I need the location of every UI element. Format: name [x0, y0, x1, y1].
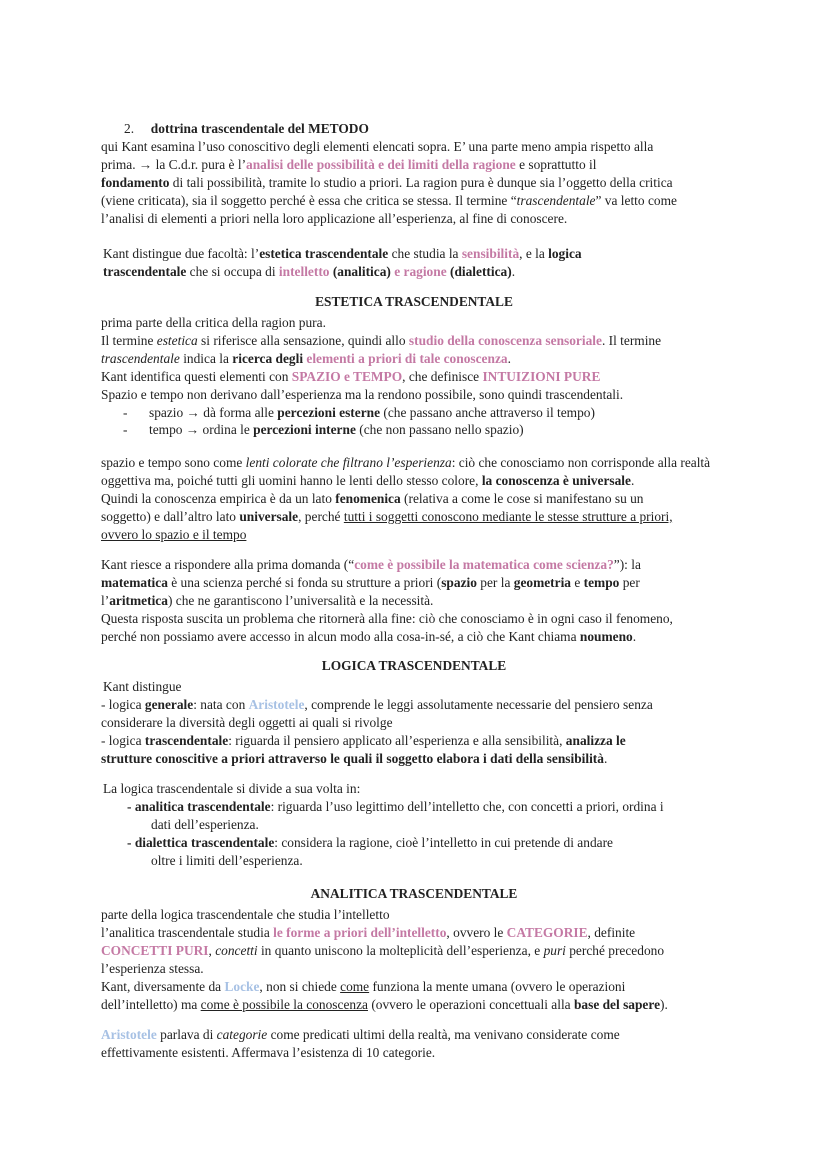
- heading-analitica: ANALITICA TRASCENDENTALE: [310, 886, 518, 901]
- paragraph-line: Aristotele parlava di categorie come predicati ultimi della realtà, ma venivano considerate come: [101, 1027, 620, 1042]
- paragraph-line: prima. → la C.d.r. pura è l’analisi delle possibilità e dei limiti della ragione e soprattutto il: [101, 156, 597, 172]
- paragraph-line: Il termine estetica si riferisce alla sensazione, quindi allo studio della conoscenza sensoriale. Il termine: [101, 332, 662, 348]
- paragraph-line: l’esperienza stessa.: [101, 960, 204, 976]
- list-item-continuation: oltre i limiti dell’esperienza.: [151, 852, 303, 868]
- paragraph-line: CONCETTI PURI, concetti in quanto uniscono la molteplicità dell’esperienza, e puri perché precedono: [101, 942, 665, 958]
- divide-section: [103, 780, 738, 870]
- paragraph-line: (viene criticata), sia il soggetto perché è essa che critica se stessa. Il termine “trascendentale” va letto come: [101, 192, 677, 208]
- metodo-section: [101, 120, 736, 227]
- highlight-text: come è possibile la matematica come scienza?: [354, 557, 614, 572]
- paragraph-line: effettivamente esistenti. Affermava l’esistenza di 10 categorie.: [101, 1044, 436, 1060]
- paragraph-line: strutture conoscitive a priori attraverso le quali il soggetto elabora i dati della sensibilità.: [101, 750, 608, 766]
- paragraph-line: trascendentale indica la ricerca degli elementi a priori di tale conoscenza.: [101, 350, 511, 366]
- estetica-section: [101, 314, 736, 439]
- paragraph-line: considerare la diversità degli oggetti ai quali si rivolge: [101, 714, 393, 730]
- highlight-text: CONCETTI PURI: [101, 942, 209, 958]
- paragraph-line: perché non possiamo avere accesso in alcun modo alla cosa-in-sé, a ciò che Kant chiama noumeno.: [101, 628, 637, 644]
- highlight-text-blue: Aristotele: [101, 1027, 157, 1042]
- paragraph-line: Kant identifica questi elementi con SPAZIO e TEMPO, che definisce INTUIZIONI PURE: [101, 368, 601, 384]
- analitica-section: [101, 906, 736, 1013]
- paragraph-line: Quindi la conoscenza empirica è da un lato fenomenica (relativa a come le cose si manifestano su un: [101, 490, 644, 506]
- logica-section: [101, 678, 736, 768]
- paragraph-line: trascendentale che si occupa di intelletto (analitica) e ragione (dialettica).: [103, 263, 516, 279]
- paragraph-line: matematica è una scienza perché si fonda su strutture a priori (spazio per la geometria e tempo per: [101, 574, 640, 590]
- paragraph-line: Kant riesce a rispondere alla prima domanda (“come è possibile la matematica come scienza?”): la: [101, 557, 641, 572]
- paragraph-line: prima parte della critica della ragion pura.: [101, 315, 326, 330]
- section-title: dottrina trascendentale del METODO: [150, 121, 369, 136]
- paragraph-line: l’analisi di elementi a priori nella loro applicazione all’esperienza, al fine di conoscere.: [101, 210, 568, 226]
- highlight-text: e ragione: [390, 263, 447, 279]
- lenti-paragraph: [101, 454, 736, 544]
- highlight-text: elementi a priori di tale conoscenza: [303, 350, 508, 366]
- facolta-paragraph: [103, 245, 738, 281]
- list-item: - spazio → dà forma alle percezioni esterne (che passano anche attraverso il tempo): [123, 404, 595, 420]
- paragraph-line: parte della logica trascendentale che studia l’intelletto: [101, 907, 390, 922]
- list-item: - dialettica trascendentale: considera la ragione, cioè l’intelletto in cui pretende di andare: [127, 834, 613, 850]
- paragraph-line: La logica trascendentale si divide a sua volta in:: [103, 781, 361, 796]
- highlight-text: intelletto: [278, 263, 330, 279]
- paragraph-line: ovvero lo spazio e il tempo: [101, 526, 247, 542]
- bullet-dash: -: [123, 422, 128, 438]
- paragraph-line: Kant distingue: [103, 679, 182, 694]
- highlight-text: INTUIZIONI PURE: [482, 368, 601, 384]
- aristotele-paragraph: [101, 1026, 736, 1062]
- list-item: - analitica trascendentale: riguarda l’uso legittimo dell’intelletto che, con concetti a priori, ordina i: [127, 798, 664, 814]
- paragraph-line: - logica generale: nata con Aristotele, comprende le leggi assolutamente necessarie del pensiero senza: [101, 696, 653, 712]
- bullet-dash: -: [123, 404, 128, 420]
- highlight-text: le forme a priori dell’intelletto: [273, 924, 447, 940]
- paragraph-line: l’aritmetica) che ne garantiscono l’universalità e la necessità.: [101, 592, 434, 608]
- paragraph-line: qui Kant esamina l’uso conoscitivo degli elementi elencati sopra. E’ una parte meno ampia rispetto alla: [101, 138, 654, 154]
- highlight-text: sensibilità: [461, 246, 520, 261]
- paragraph-line: Kant, diversamente da Locke, non si chiede come funziona la mente umana (ovvero le operazioni: [101, 978, 626, 994]
- matematica-paragraph: [101, 556, 736, 646]
- paragraph-line: spazio e tempo sono come lenti colorate che filtrano l’esperienza: ciò che conosciamo non corrisponde alla realtà: [101, 455, 711, 470]
- heading-estetica: ESTETICA TRASCENDENTALE: [315, 294, 513, 309]
- paragraph-line: oggettiva ma, poiché tutti gli uomini hanno le lenti dello stesso colore, la conoscenza è universale.: [101, 472, 635, 488]
- highlight-text: SPAZIO e TEMPO: [291, 368, 403, 384]
- paragraph-line: fondamento di tali possibilità, tramite lo studio a priori. La ragion pura è dunque sia l’oggetto della critica: [101, 174, 673, 190]
- paragraph-line: Questa risposta suscita un problema che ritornerà alla fine: ciò che conosciamo è in ogni caso il fenomeno,: [101, 610, 673, 626]
- paragraph-line: l’analitica trascendentale studia le forme a priori dell’intelletto, ovvero le CATEGORIE, definite: [101, 924, 636, 940]
- highlight-text-blue: Locke: [224, 978, 260, 994]
- list-item-continuation: dati dell’esperienza.: [151, 816, 259, 832]
- heading-logica: LOGICA TRASCENDENTALE: [321, 658, 507, 673]
- highlight-text-blue: Aristotele: [248, 696, 305, 712]
- paragraph-line: Kant distingue due facoltà: l’estetica trascendentale che studia la sensibilità, e la logica: [103, 246, 582, 261]
- highlight-text: studio della conoscenza sensoriale: [408, 332, 602, 348]
- paragraph-line: Spazio e tempo non derivano dall’esperienza ma la rendono possibile, sono quindi trascendentali.: [101, 386, 624, 402]
- list-item: - tempo → ordina le percezioni interne (che non passano nello spazio): [123, 422, 524, 438]
- paragraph-line: soggetto) e dall’altro lato universale, perché tutti i soggetti conoscono mediante le stesse strutture a priori,: [101, 508, 673, 524]
- list-number: 2.: [124, 121, 135, 136]
- highlight-text: analisi delle possibilità e dei limiti della ragione: [246, 156, 516, 172]
- paragraph-line: - logica trascendentale: riguarda il pensiero applicato all’esperienza e alla sensibilità, analizza le: [101, 732, 626, 748]
- paragraph-line: dell’intelletto) ma come è possibile la conoscenza (ovvero le operazioni concettuali alla base del sapere).: [101, 996, 668, 1012]
- highlight-text: CATEGORIE: [506, 924, 588, 940]
- metodo-heading: [101, 120, 736, 138]
